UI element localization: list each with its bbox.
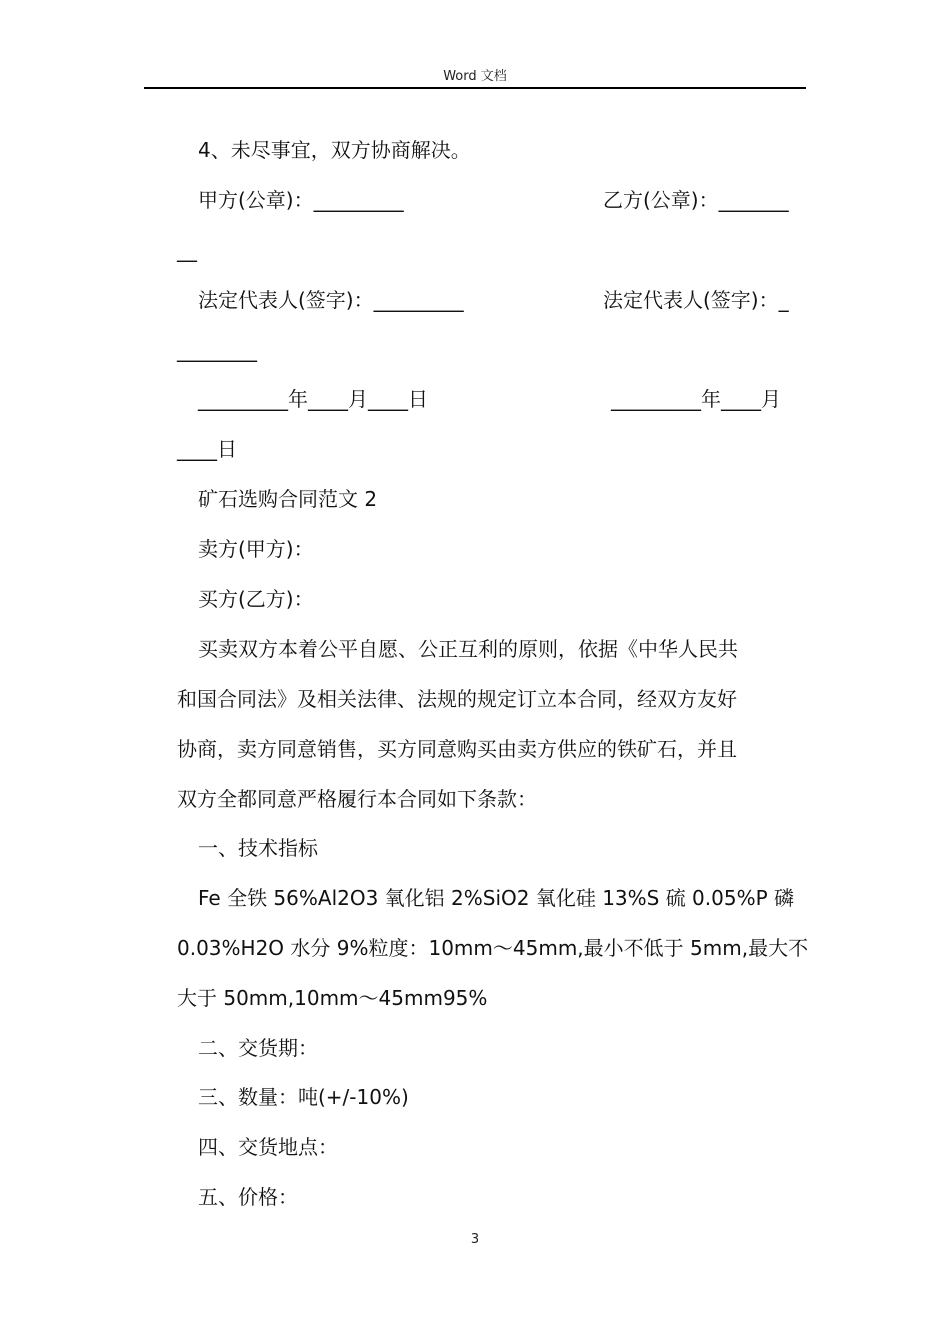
page-number: 3 [470, 1232, 480, 1247]
party-a-representative: 法定代表人(签字)：_________ [198, 288, 464, 312]
party-b-seal-continued: __ [177, 238, 197, 262]
contract-title: 矿石选购合同范文 2 [198, 487, 378, 511]
party-b-date-continued: ____日 [177, 437, 237, 461]
party-a-seal: 甲方(公章)：_________ [198, 188, 404, 212]
intro-paragraph-line: 双方全都同意严格履行本合同如下条款： [177, 787, 537, 811]
spec-line: 大于 50mm,10mm～45mm95% [177, 986, 488, 1010]
seller-line: 卖方(甲方)： [198, 537, 314, 561]
clause-4: 4、未尽事宜，双方协商解决。 [198, 138, 471, 162]
buyer-line: 买方(乙方)： [198, 587, 314, 611]
intro-paragraph-line: 和国合同法》及相关法律、法规的规定订立本合同，经双方友好 [177, 687, 737, 711]
section-5-price: 五、价格： [198, 1185, 298, 1209]
intro-paragraph-line: 协商，卖方同意销售，买方同意购买由卖方供应的铁矿石，并且 [177, 737, 737, 761]
party-b-representative: 法定代表人(签字)：_ [603, 288, 789, 312]
party-b-representative-continued: ________ [177, 338, 257, 362]
section-2-delivery-date: 二、交货期： [198, 1036, 318, 1060]
header-divider [144, 87, 806, 89]
section-1-title: 一、技术指标 [198, 836, 318, 860]
intro-paragraph-line: 买卖双方本着公平自愿、公正互利的原则，依据《中华人民共 [198, 637, 738, 661]
section-4-delivery-location: 四、交货地点： [198, 1135, 338, 1159]
party-b-seal: 乙方(公章)：_______ [603, 188, 789, 212]
spec-line: Fe 全铁 56%Al2O3 氧化铝 2%SiO2 氧化硅 13%S 硫 0.05%P 磷 [198, 886, 795, 910]
spec-line: 0.03%H2O 水分 9%粒度：10mm～45mm,最小不低于 5mm,最大不 [177, 936, 809, 960]
party-a-date: _________年____月____日 [198, 387, 428, 411]
page-header-title: Word 文档 [443, 69, 507, 84]
party-b-date: _________年____月 [611, 387, 781, 411]
section-3-quantity: 三、数量：吨(+/-10%) [198, 1085, 409, 1109]
